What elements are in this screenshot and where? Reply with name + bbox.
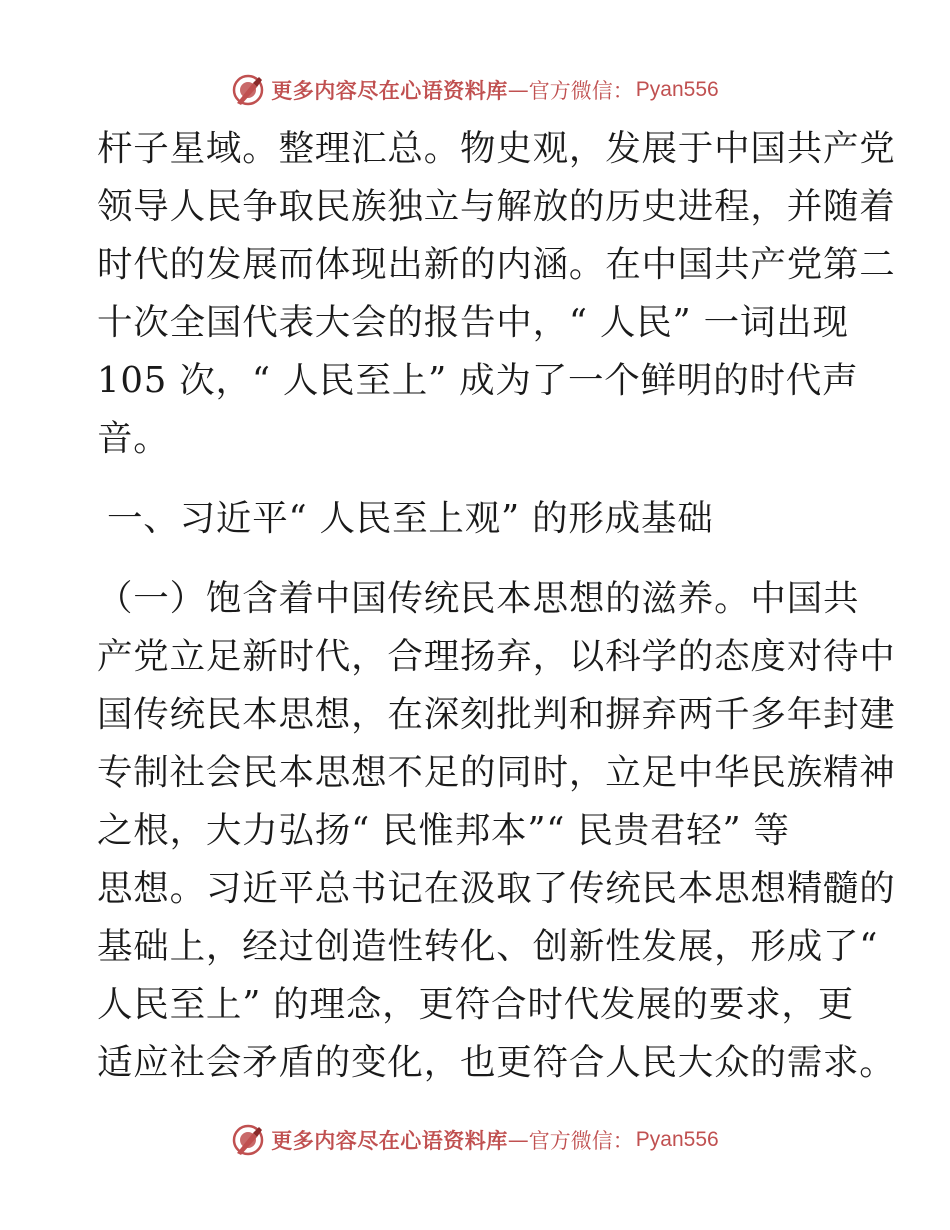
paragraph-section-1 xyxy=(97,570,896,1092)
text-line: 国传统民本思想，在深刻批判和摒弃两千多年封建 xyxy=(97,694,896,735)
header-watermark xyxy=(0,70,950,110)
text-line: 之根，大力弘扬“ 民惟邦本”“ 民贵君轻” 等 xyxy=(97,810,790,851)
text-line: 基础上，经过创造性转化、创新性发展，形成了“ xyxy=(97,926,879,967)
text-line: 105 次，“ 人民至上” 成为了一个鲜明的时代声 xyxy=(97,360,859,401)
text-line: 音。 xyxy=(97,418,170,459)
footer-watermark xyxy=(0,1120,950,1160)
text-line: 适应社会矛盾的变化，也更符合人民大众的需求。 xyxy=(97,1042,896,1083)
text-line: 杆子星域。整理汇总。物史观，发展于中国共产党 xyxy=(97,128,896,169)
paragraph-intro xyxy=(97,120,896,468)
watermark-dash: — xyxy=(507,78,529,102)
text-line: （一）饱含着中国传统民本思想的滋养。中国共 xyxy=(97,578,860,619)
text-line: 专制社会民本思想不足的同时，立足中华民族精神 xyxy=(97,752,896,793)
document-body xyxy=(97,120,896,1092)
text-line: 时代的发展而体现出新的内涵。在中国共产党第二 xyxy=(97,244,896,285)
pen-logo-icon xyxy=(231,73,265,107)
watermark-account: Pyan556 xyxy=(635,78,719,101)
watermark-official-label: 官方微信： xyxy=(528,79,634,103)
text-line: 人民至上” 的理念，更符合时代发展的要求，更 xyxy=(97,984,855,1025)
watermark-account: Pyan556 xyxy=(635,1128,719,1151)
text-line: 十次全国代表大会的报告中，“ 人民” 一词出现 xyxy=(97,302,849,343)
section-heading: 一、习近平“ 人民至上观” 的形成基础 xyxy=(107,498,714,539)
watermark-main-text: 更多内容尽在心语资料库 xyxy=(271,1128,508,1153)
text-line: 领导人民争取民族独立与解放的历史进程，并随着 xyxy=(97,186,896,227)
watermark-dash: — xyxy=(507,1128,529,1152)
text-line: 思想。习近平总书记在汲取了传统民本思想精髓的 xyxy=(97,868,896,909)
watermark-official-label: 官方微信： xyxy=(528,1129,634,1153)
watermark-main-text: 更多内容尽在心语资料库 xyxy=(271,78,508,103)
pen-logo-icon xyxy=(231,1123,265,1157)
text-line: 产党立足新时代，合理扬弃，以科学的态度对待中 xyxy=(97,636,896,677)
